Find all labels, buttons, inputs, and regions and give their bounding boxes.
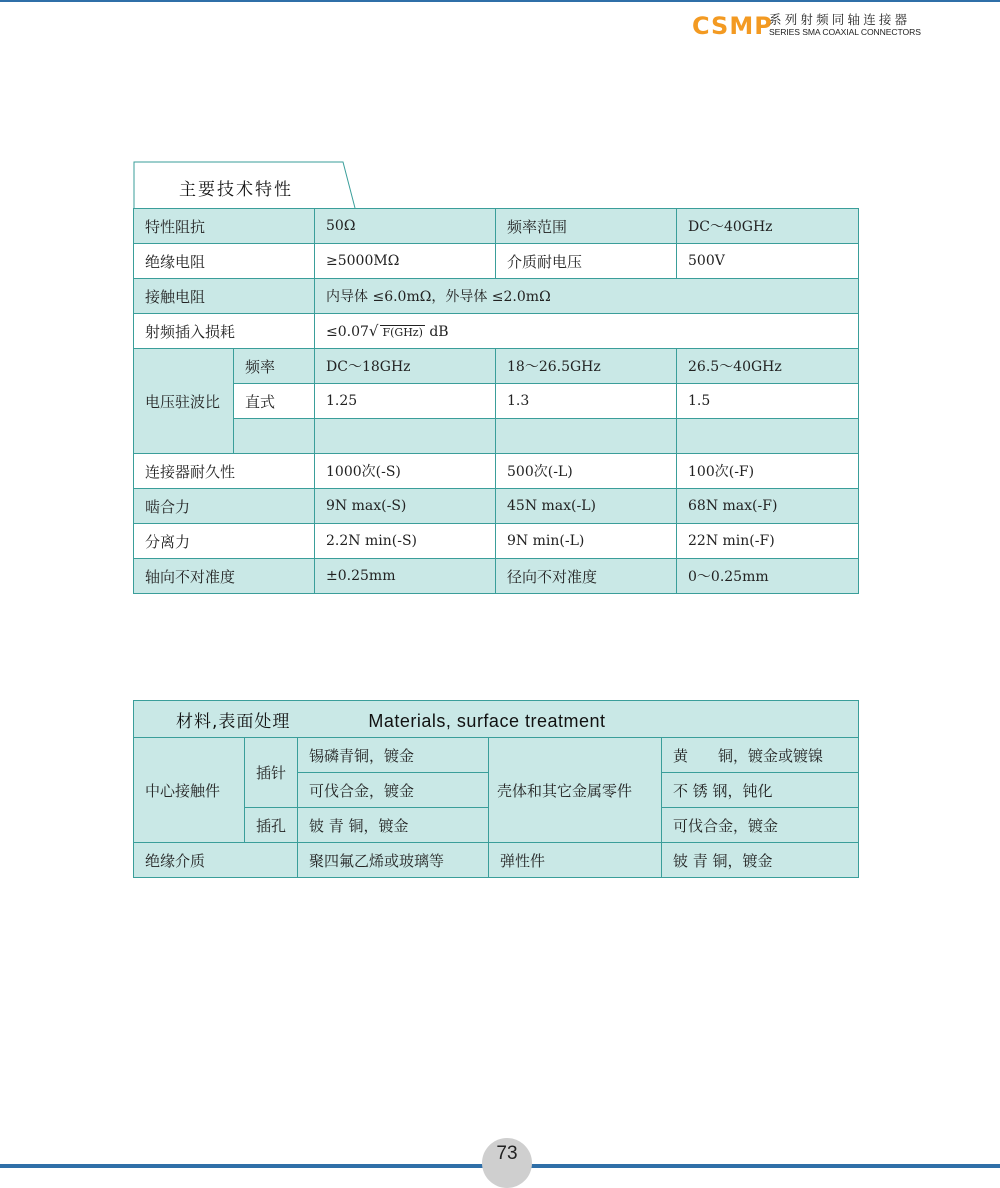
vswr-straight-label: 直式 xyxy=(234,384,315,419)
table-row xyxy=(134,384,859,419)
durability-label: 连接器耐久性 xyxy=(134,454,315,489)
insertion-loss-root: F(GHz) xyxy=(382,326,423,339)
dielectric-label: 介质耐电压 xyxy=(496,244,677,279)
empty-cell xyxy=(496,419,677,454)
contact-res-value: 内导体 ≤6.0mΩ，外导体 ≤2.0mΩ xyxy=(315,279,859,314)
impedance-value: 50Ω xyxy=(315,209,496,244)
table-row xyxy=(134,738,859,773)
insertion-loss-label: 射频插入损耗 xyxy=(134,314,315,349)
tech-specs-table xyxy=(133,208,859,594)
insertion-loss-unit: dB xyxy=(429,324,449,340)
spring-label: 弹性件 xyxy=(489,843,662,878)
tech-specs-tab xyxy=(133,161,363,209)
contact-res-label: 接触电阻 xyxy=(134,279,315,314)
durability-value-2: 500次(-L) xyxy=(496,454,677,489)
separation-value-1: 2.2N min(-S) xyxy=(315,524,496,559)
shell-material-2: 不 锈 钢，钝化 xyxy=(662,773,859,808)
brand-header xyxy=(692,10,932,40)
pin-label: 插针 xyxy=(245,738,298,808)
insulation-label: 绝缘电阻 xyxy=(134,244,315,279)
page-number-badge xyxy=(482,1138,532,1188)
axial-label: 轴向不对准度 xyxy=(134,559,315,594)
radial-value: 0～0.25mm xyxy=(677,559,859,594)
table-row xyxy=(134,419,859,454)
table-row xyxy=(134,454,859,489)
insulation-value: ≥5000MΩ xyxy=(315,244,496,279)
empty-cell xyxy=(677,419,859,454)
vswr-label: 电压驻波比 xyxy=(134,349,234,454)
brand-logo: CSMP xyxy=(692,12,773,40)
table-row xyxy=(134,279,859,314)
vswr-freq-2: 18～26.5GHz xyxy=(496,349,677,384)
table-row xyxy=(134,489,859,524)
shell-label: 壳体和其它金属零件 xyxy=(489,738,662,843)
empty-cell xyxy=(315,419,496,454)
table-row xyxy=(134,843,859,878)
axial-value: ±0.25mm xyxy=(315,559,496,594)
socket-label: 插孔 xyxy=(245,808,298,843)
durability-value-1: 1000次(-S) xyxy=(315,454,496,489)
durability-value-3: 100次(-F) xyxy=(677,454,859,489)
table-row xyxy=(134,244,859,279)
materials-title-en: Materials, surface treatment xyxy=(368,710,606,731)
materials-header-row xyxy=(134,701,859,738)
spring-material: 铍 青 铜，镀金 xyxy=(662,843,859,878)
table-row xyxy=(134,314,859,349)
insertion-loss-value xyxy=(315,314,859,349)
table-row xyxy=(134,209,859,244)
shell-material-3: 可伐合金，镀金 xyxy=(662,808,859,843)
mating-value-1: 9N max(-S) xyxy=(315,489,496,524)
pin-material-2: 可伐合金，镀金 xyxy=(298,773,489,808)
pin-material-1: 锡磷青铜，镀金 xyxy=(298,738,489,773)
empty-cell xyxy=(234,419,315,454)
insulator-material: 聚四氟乙烯或玻璃等 xyxy=(298,843,489,878)
table-row xyxy=(134,524,859,559)
materials-title-cn: 材料,表面处理 xyxy=(176,711,291,732)
table-row xyxy=(134,349,859,384)
freq-range-label: 频率范围 xyxy=(496,209,677,244)
vswr-value-3: 1.5 xyxy=(677,384,859,419)
vswr-freq-3: 26.5～40GHz xyxy=(677,349,859,384)
series-title-cn: 系列射频同轴连接器 xyxy=(769,12,911,27)
tech-specs-title: 主要技术特性 xyxy=(179,180,293,200)
table-row xyxy=(134,559,859,594)
shell-material-1: 黄 铜，镀金或镀镍 xyxy=(662,738,859,773)
mating-label: 啮合力 xyxy=(134,489,315,524)
separation-value-3: 22N min(-F) xyxy=(677,524,859,559)
series-title-en: SERIES SMA COAXIAL CONNECTORS xyxy=(769,27,921,37)
mating-value-3: 68N max(-F) xyxy=(677,489,859,524)
vswr-value-2: 1.3 xyxy=(496,384,677,419)
mating-value-2: 45N max(-L) xyxy=(496,489,677,524)
top-rule xyxy=(0,0,1000,2)
materials-table xyxy=(133,700,859,878)
sqrt-icon: √ xyxy=(368,322,379,340)
vswr-value-1: 1.25 xyxy=(315,384,496,419)
separation-value-2: 9N min(-L) xyxy=(496,524,677,559)
freq-range-value: DC～40GHz xyxy=(677,209,859,244)
insulator-label: 绝缘介质 xyxy=(134,843,298,878)
vswr-freq-label: 频率 xyxy=(234,349,315,384)
separation-label: 分离力 xyxy=(134,524,315,559)
radial-label: 径向不对准度 xyxy=(496,559,677,594)
materials-header xyxy=(134,701,859,738)
insertion-loss-prefix: ≤0.07 xyxy=(326,324,369,340)
socket-material: 铍 青 铜，镀金 xyxy=(298,808,489,843)
page-number: 73 xyxy=(496,1143,518,1164)
center-contact-label: 中心接触件 xyxy=(134,738,245,843)
impedance-label: 特性阻抗 xyxy=(134,209,315,244)
dielectric-value: 500V xyxy=(677,244,859,279)
vswr-freq-1: DC～18GHz xyxy=(315,349,496,384)
